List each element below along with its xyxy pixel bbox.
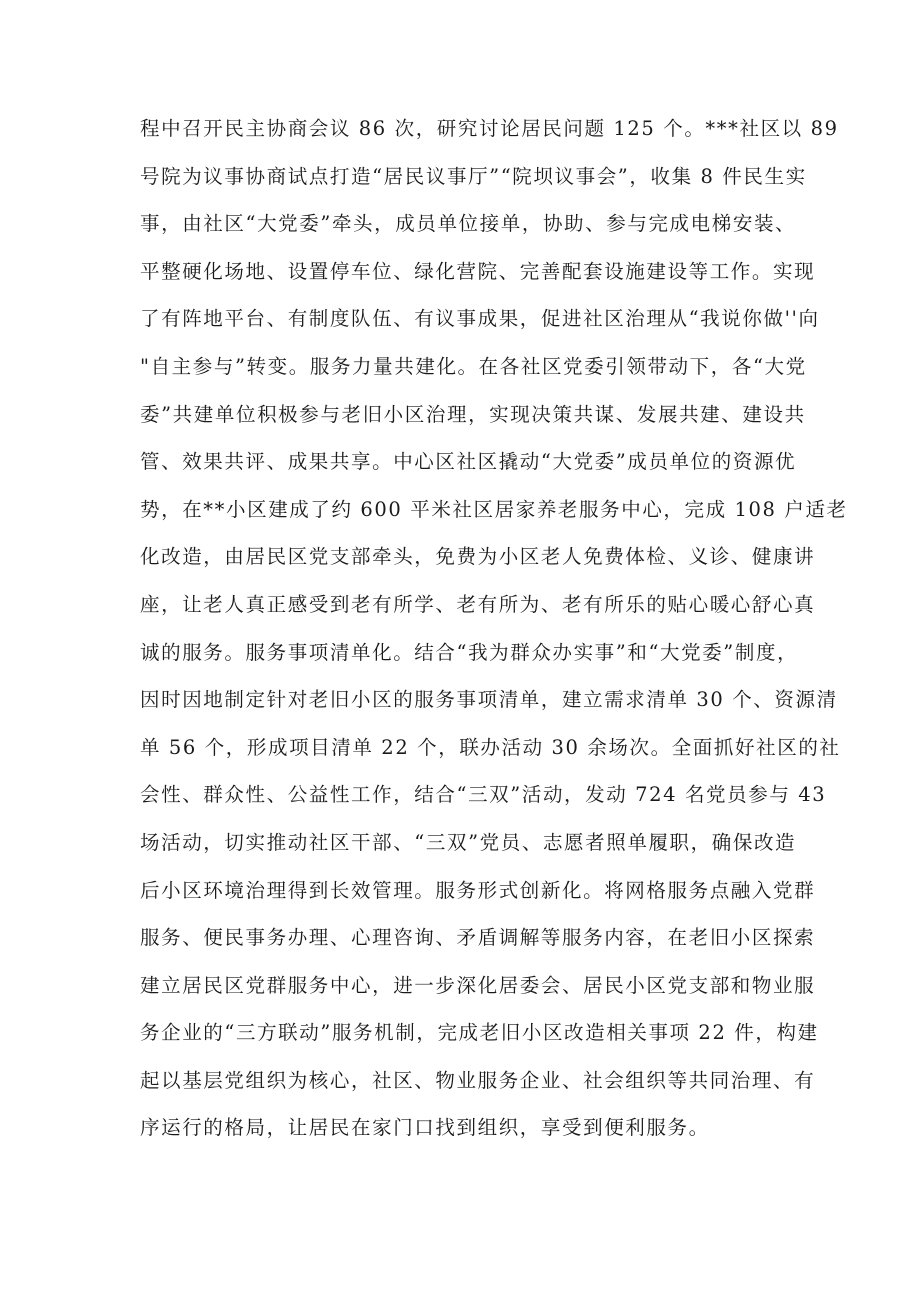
text-line: 诚的服务。服务事项清单化。结合“我为群众办实事”和“大党委”制度，	[140, 640, 799, 664]
text-line: 因时因地制定针对老旧小区的服务事项清单，建立需求清单 30 个、资源清	[140, 688, 838, 712]
text-line: 服务、便民事务办理、心理咨询、矛盾调解等服务内容，在老旧小区探索	[140, 926, 816, 950]
body-paragraph	[140, 105, 848, 1152]
text-line: 起以基层党组织为核心，社区、物业服务企业、社会组织等共同治理、有	[140, 1068, 816, 1092]
text-line: 程中召开民主协商会议 86 次，研究讨论居民问题 125 个。***社区以 89	[140, 117, 839, 140]
text-line: 场活动，切实推动社区干部、“三双”党员、志愿者照单履职，确保改造	[140, 830, 797, 854]
text-line: 了有阵地平台、有制度队伍、有议事成果，促进社区治理从“我说你做''向	[140, 307, 820, 331]
text-line: 序运行的格局，让居民在家门口找到组织，享受到便利服务。	[140, 1116, 710, 1140]
text-line: 单 56 个，形成项目清单 22 个，联办活动 30 余场次。全面抓好社区的社	[140, 735, 841, 759]
text-line: 会性、群众性、公益性工作，结合“三双”活动，发动 724 名党员参与 43	[140, 783, 827, 807]
text-line: 务企业的“三方联动”服务机制，完成老旧小区改造相关事项 22 件，构建	[140, 1021, 819, 1045]
text-line: 号院为议事协商试点打造“居民议事厅”“院坝议事会”，收集 8 件民生实	[140, 164, 807, 188]
text-line: 事，由社区“大党委”牵头，成员单位接单，协助、参与完成电梯安装、	[140, 212, 797, 236]
text-line: 管、效果共评、成果共享。中心区社区撬动“大党委”成员单位的资源优	[140, 450, 797, 474]
text-line: 后小区环境治理得到长效管理。服务形式创新化。将网格服务点融入党群	[140, 878, 816, 902]
text-line: 化改造，由居民区党支部牵头，免费为小区老人免费体检、义诊、健康讲	[140, 545, 816, 569]
text-line: 势，在**小区建成了约 600 平米社区居家养老服务中心，完成 108 户适老	[140, 497, 848, 521]
text-line: "自主参与”转变。服务力量共建化。在各社区党委引领带动下，各“大党	[140, 354, 807, 378]
text-line: 座，让老人真正感受到老有所学、老有所为、老有所乐的贴心暖心舒心真	[140, 592, 816, 616]
text-line: 平整硬化场地、设置停车位、绿化营院、完善配套设施建设等工作。实现	[140, 259, 816, 283]
text-line: 委”共建单位积极参与老旧小区治理，实现决策共谋、发展共建、建设共	[140, 402, 806, 426]
text-line: 建立居民区党群服务中心，进一步深化居委会、居民小区党支部和物业服	[140, 973, 816, 997]
